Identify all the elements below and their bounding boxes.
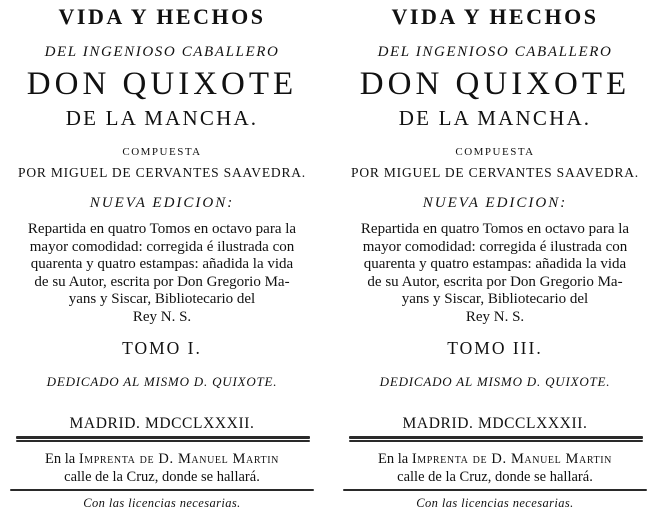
description-line: Repartida en quatro Tomos en octavo para la (360, 221, 630, 237)
description-line: mayor comodidad: corregida é ilustrada con (29, 238, 295, 255)
author-line: POR MIGUEL DE CERVANTES SAAVEDRA. (18, 165, 306, 180)
rule-divider (343, 489, 647, 491)
book-subtitle: DEL INGENIOSO CABALLERO (44, 44, 280, 60)
book-title: VIDA Y HECHOS (58, 4, 266, 29)
rule-divider (16, 436, 310, 439)
printer-prefix: En la (378, 451, 412, 467)
description-block (335, 221, 655, 326)
hero-name: DON QUIXOTE (26, 66, 298, 102)
description-line: mayor comodidad: corregida é ilustrada con (362, 238, 628, 255)
printer-block (335, 450, 655, 486)
description-block (2, 221, 322, 326)
printer-name: Imprenta de D. Manuel Martin (411, 451, 612, 467)
volume-label: TOMO I. (122, 338, 202, 358)
printer-name: Imprenta de D. Manuel Martin (78, 451, 279, 467)
hero-name: DON QUIXOTE (359, 66, 631, 102)
rule-divider (16, 440, 310, 442)
description-line: quarenta y quatro estampas: añadida la vida (30, 256, 294, 272)
book-title: VIDA Y HECHOS (391, 4, 599, 29)
printer-address: calle de la Cruz, donde se hallará. (397, 469, 593, 485)
compuesta-label: COMPUESTA (122, 146, 202, 158)
rule-divider (10, 489, 314, 491)
description-line: Rey N. S. (132, 308, 192, 325)
author-line: POR MIGUEL DE CERVANTES SAAVEDRA. (351, 165, 639, 180)
printer-address: calle de la Cruz, donde se hallará. (64, 469, 260, 485)
description-line: de su Autor, escrita por Don Gregorio Ma- (34, 273, 290, 290)
hero-region: DE LA MANCHA. (65, 106, 259, 130)
dedication-line: DEDICADO AL MISMO D. QUIXOTE. (379, 374, 611, 389)
hero-region: DE LA MANCHA. (398, 106, 592, 130)
rule-divider (349, 436, 643, 439)
description-line: yans y Siscar, Bibliotecario del (401, 291, 589, 307)
description-line: Rey N. S. (465, 308, 525, 325)
volume-label: TOMO III. (447, 338, 543, 358)
imprint-line: MADRID. MDCCLXXXII. (402, 415, 588, 432)
dedication-line: DEDICADO AL MISMO D. QUIXOTE. (46, 374, 278, 389)
description-line: de su Autor, escrita por Don Gregorio Ma- (367, 273, 623, 290)
description-line: yans y Siscar, Bibliotecario del (68, 291, 256, 307)
edition-label: NUEVA EDICION: (89, 195, 235, 211)
printer-prefix: En la (45, 451, 79, 467)
page-gutter (326, 0, 330, 522)
printer-block (2, 450, 322, 486)
description-line: Repartida en quatro Tomos en octavo para la (27, 221, 297, 237)
licence-line: Con las licencias necesarias. (83, 496, 241, 510)
licence-line: Con las licencias necesarias. (416, 496, 574, 510)
imprint-line: MADRID. MDCCLXXXII. (69, 415, 255, 432)
compuesta-label: COMPUESTA (455, 146, 535, 158)
rule-divider (349, 440, 643, 442)
title-page-left (2, 0, 322, 522)
edition-label: NUEVA EDICION: (422, 195, 568, 211)
book-subtitle: DEL INGENIOSO CABALLERO (377, 44, 613, 60)
description-line: quarenta y quatro estampas: añadida la vida (363, 256, 627, 272)
title-page-right (335, 0, 655, 522)
